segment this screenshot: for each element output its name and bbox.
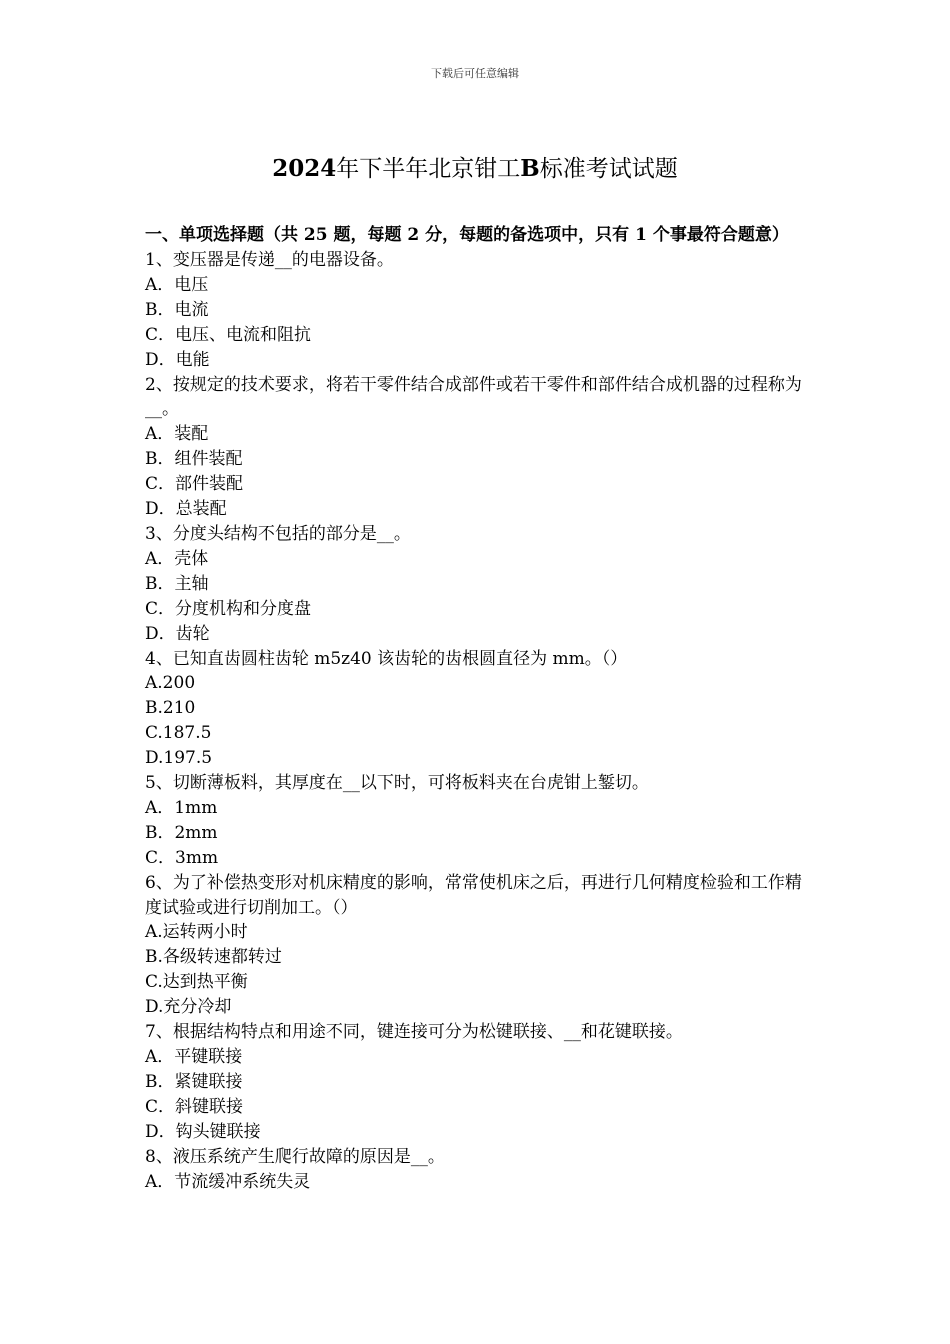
answer-option: A．节流缓冲系统失灵 — [145, 1171, 311, 1192]
answer-option: A．平键联接 — [145, 1047, 243, 1067]
question-stem: 1、变压器是传递__的电器设备。 — [145, 250, 394, 270]
answer-option: C．分度机构和分度盘 — [145, 598, 312, 619]
answer-option: B．主轴 — [145, 573, 209, 594]
question-stem: 2、按规定的技术要求，将若干零件结合成部件或若干零件和部件结合成机器的过程称为__。 — [145, 374, 802, 420]
question-block — [145, 373, 809, 522]
answer-option: C．电压、电流和阻抗 — [145, 324, 312, 345]
title-text-2: 标准考试试题 — [539, 156, 678, 182]
question-block — [145, 1145, 809, 1195]
question-stem: 3、分度头结构不包括的部分是__。 — [145, 523, 411, 544]
question-block — [145, 1020, 809, 1145]
page-header: 下载后可任意编辑 — [431, 67, 519, 80]
answer-option: C．斜键联接 — [145, 1096, 244, 1117]
question-block — [145, 522, 809, 647]
answer-option: A．1mm — [145, 797, 218, 818]
answer-option: D.197.5 — [145, 748, 213, 769]
question-stem: 8、液压系统产生爬行故障的原因是__。 — [145, 1146, 445, 1167]
answer-option: B．2mm — [145, 822, 218, 843]
answer-option: D.充分冷却 — [145, 997, 232, 1018]
answer-option: A．电压 — [145, 274, 209, 295]
answer-option: A.运转两小时 — [145, 922, 248, 943]
question-list — [145, 248, 809, 1194]
answer-option: D．电能 — [145, 349, 210, 370]
answer-option: A．壳体 — [145, 548, 209, 569]
question-stem: 6、为了补偿热变形对机床精度的影响，常常使机床之后，再进行几何精度检验和工作精度试验或进行切削加工。（） — [145, 872, 802, 918]
document-body — [145, 223, 809, 1194]
question-block — [145, 248, 809, 373]
answer-option: B．紧键联接 — [145, 1071, 243, 1092]
answer-option: C.达到热平衡 — [145, 972, 248, 993]
question-stem: 5、切断薄板料，其厚度在__以下时，可将板料夹在台虎钳上錾切。 — [145, 773, 649, 794]
answer-option: B．组件装配 — [145, 449, 243, 470]
answer-option: C．部件装配 — [145, 474, 244, 495]
title-text-1: 年下半年北京钳工 — [336, 156, 521, 182]
question-stem: 7、根据结构特点和用途不同，键连接可分为松键联接、__和花键联接。 — [145, 1022, 683, 1043]
answer-option: B.各级转速都转过 — [145, 947, 282, 968]
question-block — [145, 771, 809, 871]
answer-option: D．钩头键联接 — [145, 1121, 261, 1142]
answer-option: B.210 — [145, 698, 196, 719]
answer-option: A．装配 — [145, 424, 209, 445]
answer-option: B．电流 — [145, 299, 209, 320]
section-heading: 一、单项选择题（共 25 题，每题 2 分，每题的备选项中，只有 1 个事最符合题意） — [145, 225, 789, 245]
title-grade: B — [520, 155, 540, 182]
answer-option: C.187.5 — [145, 723, 212, 744]
answer-option: C．3mm — [145, 847, 219, 868]
answer-option: D．总装配 — [145, 499, 227, 520]
question-stem: 4、已知直齿圆柱齿轮 m5z40 该齿轮的齿根圆直径为 mm。（） — [145, 648, 628, 669]
document-title — [0, 153, 950, 185]
answer-option: D．齿轮 — [145, 623, 210, 644]
title-year: 2024 — [272, 155, 337, 182]
answer-option: A.200 — [145, 673, 196, 694]
question-block — [145, 647, 809, 772]
question-block — [145, 871, 809, 1020]
